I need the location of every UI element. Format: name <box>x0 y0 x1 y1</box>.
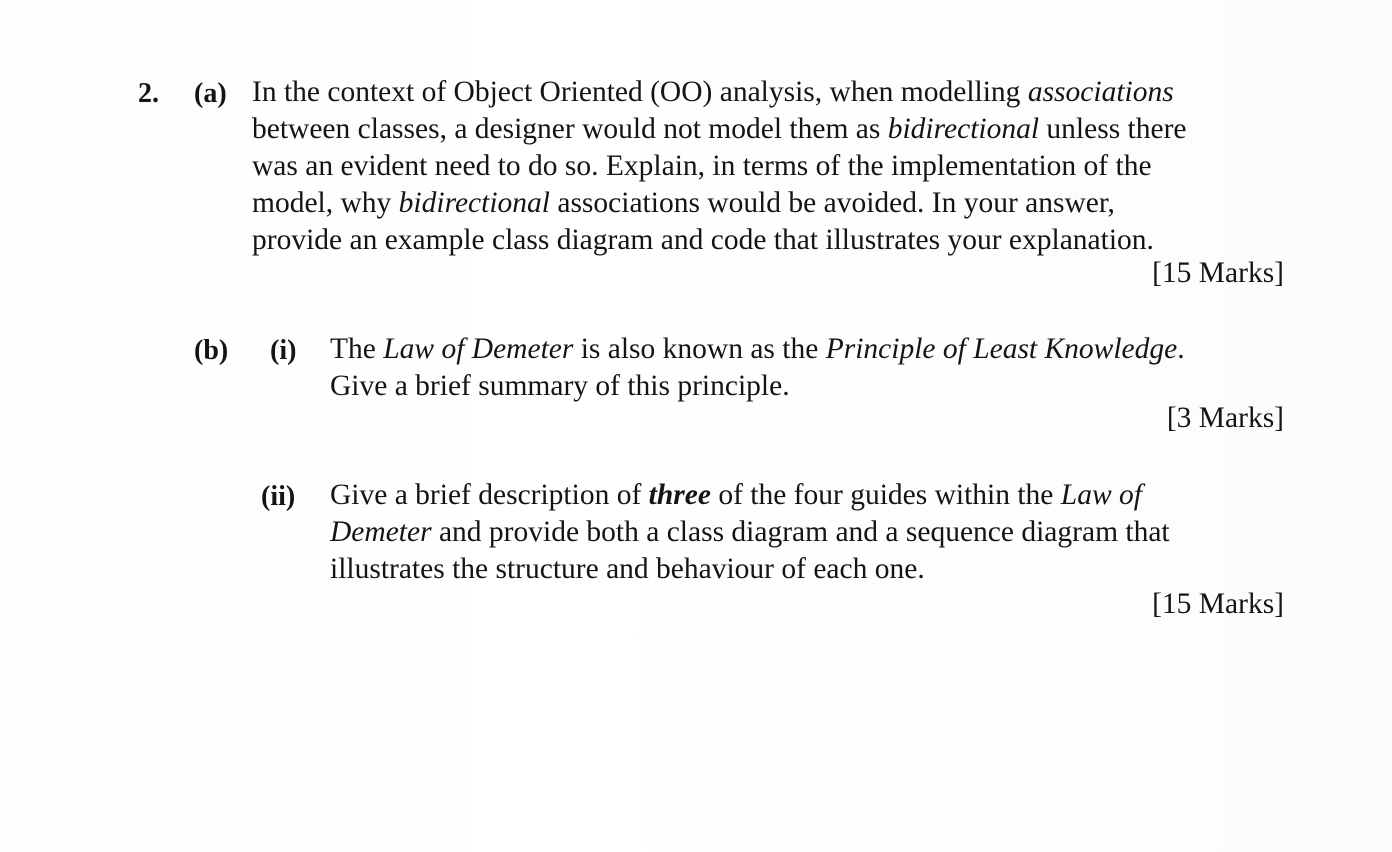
part-b-i-line-1-mid: is also known as the <box>573 333 826 365</box>
part-a-line-1-text: In the context of Object Oriented (OO) analysis, when modelling <box>252 76 1028 108</box>
part-a-line-2-text-a: between classes, a designer would not model them as <box>252 113 888 145</box>
part-b-ii-line-2 <box>330 514 1170 551</box>
part-a-line-4-text-b: associations would be avoided. In your answer, <box>549 187 1115 219</box>
term-bidirectional-2: bidirectional <box>398 187 550 219</box>
part-a-line-3-text: was an evident need to do so. Explain, in terms of the implementation of the <box>252 150 1152 182</box>
part-a-line-4-text-a: model, why <box>252 187 399 219</box>
term-principle-of-least-knowledge: Principle of Least Knowledge <box>825 333 1178 365</box>
part-a-marks: [15 Marks] <box>1152 257 1284 289</box>
part-b-ii-line-1-mid: of the four guides within the <box>710 479 1061 511</box>
term-demeter: Demeter <box>330 516 432 548</box>
part-a-line-4 <box>252 185 1115 222</box>
part-b-i-line-2-text: Give a brief summary of this principle. <box>330 370 790 402</box>
part-b-i-label: (i) <box>270 335 297 366</box>
term-bidirectional: bidirectional <box>887 113 1040 145</box>
part-a-line-2 <box>252 111 1187 148</box>
part-b-i-line-2 <box>330 368 790 405</box>
part-a-line-1 <box>252 74 1174 111</box>
part-a-line-3 <box>252 148 1152 185</box>
part-a-label: (a) <box>194 78 227 109</box>
part-b-ii-line-1-pre: Give a brief description of <box>330 479 649 511</box>
part-b-i-line-1-pre: The <box>330 333 384 365</box>
part-a-line-2-text-b: unless there <box>1039 113 1187 145</box>
term-three: three <box>648 479 711 511</box>
part-b-i-line-1-post: . <box>1177 333 1185 365</box>
part-b-i-marks: [3 Marks] <box>1166 402 1284 434</box>
part-b-ii-label: (ii) <box>261 481 296 512</box>
term-law-of: Law of <box>1060 479 1142 511</box>
part-b-ii-marks: [15 Marks] <box>1152 588 1284 620</box>
part-b-ii-line-2-post: and provide both a class diagram and a sequence diagram that <box>431 516 1170 548</box>
question-number: 2. <box>138 78 159 109</box>
part-a-line-5-text: provide an example class diagram and code that illustrates your explanation. <box>252 224 1154 256</box>
part-b-ii-line-1 <box>330 477 1142 514</box>
part-b-i-line-1 <box>330 331 1185 368</box>
part-b-label: (b) <box>194 335 229 366</box>
part-a-line-5 <box>252 222 1154 259</box>
term-law-of-demeter: Law of Demeter <box>383 333 574 365</box>
part-b-ii-line-3 <box>330 551 925 588</box>
term-associations: associations <box>1027 76 1174 108</box>
part-b-ii-line-3-text: illustrates the structure and behaviour of each one. <box>330 553 925 585</box>
